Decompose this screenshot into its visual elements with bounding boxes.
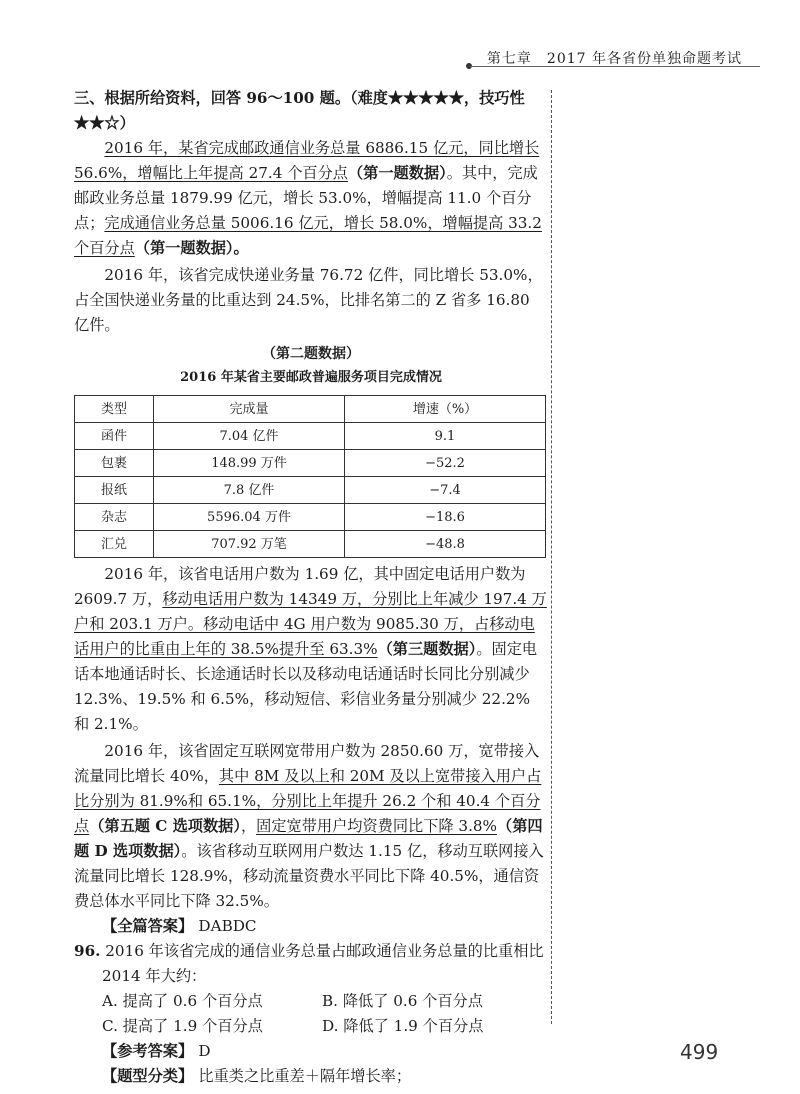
table-cell: 函件	[75, 423, 154, 450]
table-cell: 707.92 万笔	[154, 531, 345, 558]
margin-rule	[551, 90, 558, 1024]
table-cell: 7.8 亿件	[154, 477, 345, 504]
section-title: 三、根据所给资料，回答 96～100 题。（难度★★★★★，技巧性★★☆）	[74, 89, 525, 132]
data-tag: （第四题 D 选项数据）	[74, 817, 543, 860]
column-header: 完成量	[154, 396, 345, 423]
page-header	[0, 38, 800, 78]
header-rule	[470, 66, 760, 67]
question-96	[74, 939, 548, 989]
underlined-text: 其中 8M 及以上和 20M 及以上宽带接入用户占比分别为 81.9%和 65.1%，分别比上年提升 26.2 个和 40.4 个百分点	[74, 767, 542, 835]
table-row	[75, 504, 546, 531]
chapter-header: 第七章 2017 年各省份单独命题考试	[486, 51, 742, 67]
reference-value: D	[198, 1042, 211, 1060]
table-cell: 杂志	[75, 504, 154, 531]
paragraph-3	[74, 562, 548, 737]
table-cell: −48.8	[345, 531, 546, 558]
table-cell: 报纸	[75, 477, 154, 504]
table-row	[75, 477, 546, 504]
table-cell: 包裹	[75, 450, 154, 477]
paragraph-text: 2016 年，该省固定互联网宽带用户数为 2850.60 万，宽带接入流量同比增长 40%，	[74, 742, 540, 785]
option-b: B. 降低了 0.6 个百分点	[322, 992, 483, 1010]
paragraph-1	[74, 136, 548, 261]
table-title: 2016 年某省主要邮政普遍服务项目完成情况	[180, 370, 442, 385]
table-cell: 9.1	[345, 423, 546, 450]
question-options	[102, 989, 548, 1039]
table-row	[75, 531, 546, 558]
data-tag: （第一题数据）	[347, 164, 447, 182]
table-cell: 148.99 万件	[154, 450, 345, 477]
paragraph-text: 2016 年，该省电话用户数为 1.69 亿，其中固定电话用户数为 2609.7 万，	[74, 565, 526, 608]
data-tag: （第三题数据）	[377, 640, 477, 658]
underlined-text: 2016 年，某省完成邮政通信业务总量 6886.15 亿元，同比增长 56.6%，增幅比上年提高 27.4 个百分点	[74, 139, 540, 182]
paragraph-text: ，	[240, 817, 257, 835]
answer-key	[102, 914, 548, 939]
option-c: C. 提高了 1.9 个百分点	[102, 1017, 263, 1035]
page-content	[74, 86, 548, 1089]
paragraph-text: 。固定电话本地通话时长、长途通话时长以及移动电话通话时长同比分别减少 12.3%、19.5% 和 6.5%，移动短信、彩信业务量分别减少 22.2% 和 2.1%。	[74, 640, 538, 733]
table-cell: 7.04 亿件	[154, 423, 345, 450]
type-label: 【题型分类】	[102, 1067, 194, 1085]
answer-label: 【全篇答案】	[102, 917, 194, 935]
paragraph-text: 。该省移动互联网用户数达 1.15 亿，移动互联网接入流量同比增长 128.9%，移动流量资费水平同比下降 40.5%，通信资费总体水平同比下降 32.5%。	[74, 842, 544, 910]
question-text: 2016 年该省完成的通信业务总量占邮政通信业务总量的比重相比 2014 年大约：	[102, 942, 544, 985]
reference-answer	[102, 1039, 548, 1064]
page-number: 499	[680, 1040, 719, 1064]
answer-value: DABDC	[198, 917, 257, 935]
table-header-row	[75, 396, 546, 423]
table-caption: （第二题数据）	[262, 346, 360, 362]
paragraph-4	[74, 739, 548, 914]
paragraph-text: 。其中，完成邮政业务总量 1879.99 亿元，增长 53.0%，增幅提高 11.0 个百分点；	[74, 164, 538, 232]
question-type	[102, 1064, 548, 1089]
table-cell: 汇兑	[75, 531, 154, 558]
option-a: A. 提高了 0.6 个百分点	[102, 992, 263, 1010]
data-tag: （第一题数据）。	[134, 239, 249, 257]
underlined-text: 移动电话用户数为 14349 万，分别比上年减少 197.4 万户和 203.1 万户。移动电话中 4G 用户数为 9085.30 万，占移动电话用户的比重由上年的 38.5%提升至 63.3%	[74, 590, 547, 658]
data-tag: （第五题 C 选项数据）	[89, 817, 241, 835]
question-number: 96.	[74, 942, 101, 960]
reference-label: 【参考答案】	[102, 1042, 194, 1060]
table-cell: 5596.04 万件	[154, 504, 345, 531]
underlined-text: 固定宽带用户均资费同比下降 3.8%	[256, 817, 497, 835]
table-row	[75, 423, 546, 450]
option-d: D. 降低了 1.9 个百分点	[322, 1017, 484, 1035]
services-table	[74, 395, 546, 558]
type-value: 比重类之比重差＋隔年增长率；	[198, 1067, 412, 1085]
table-row	[75, 450, 546, 477]
column-header: 类型	[75, 396, 154, 423]
table-cell: −7.4	[345, 477, 546, 504]
column-header: 增速（%）	[345, 396, 546, 423]
underlined-text: 完成通信业务总量 5006.16 亿元，增长 58.0%，增幅提高 33.2 个百分点	[74, 214, 542, 257]
table-cell: −18.6	[345, 504, 546, 531]
table-cell: −52.2	[345, 450, 546, 477]
paragraph-2: 2016 年，该省完成快递业务量 76.72 亿件，同比增长 53.0%，占全国快递业务量的比重达到 24.5%，比排名第二的 Z 省多 16.80 亿件。	[74, 266, 543, 334]
